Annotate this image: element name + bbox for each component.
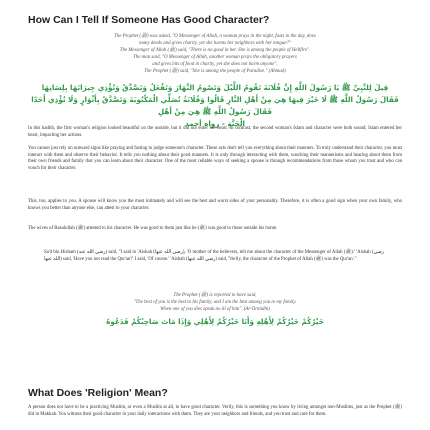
arabic-hadith-family: خَيْرُكُمْ خَيْرُكُمْ لِأَهْلِهِ وَأَنَا خَيْرُكُمْ لِأَهْلِي وَإِذَا مَاتَ صَاحِبُكُمْ فَدَعُوهُ xyxy=(106,317,324,326)
hadith-line: "The best of you is the best to his family, and I am the best among you to my family. xyxy=(133,300,297,305)
hadith-quote-neighbors xyxy=(36,33,394,75)
hadith-line: The Messenger of Allah (ﷺ) said, "There is no good in her. She is among the people of Hellfire". xyxy=(119,48,311,53)
hadith-line: When one of you dies speak no ill of him". (At-Tirmidhi) xyxy=(160,307,270,312)
arabic-hadith-text xyxy=(30,82,400,130)
arabic-line: الْجَنَّةِ - رواه أحمد xyxy=(184,119,246,128)
hadith-line: many deeds and gives charity, yet she harms her neighbors with her tongue?" xyxy=(139,41,291,46)
paragraph-spouse-knowledge: This, too, applies to you. A spouse will know you the most intimately and will see the best and worst sides of your personality. Therefore, it is often a good sign when your own family, who knows you better than anyone else, can attest to your character. xyxy=(28,199,402,211)
section-heading-character: How Can I Tell If Someone Has Good Character? xyxy=(28,14,270,26)
paragraph-aishah-narration: Sa'd bin Hisham (رضي الله عنه) said, "I said to 'Aishah (رضي الله عنها), 'O mother of the believers, tell me about the character of the Messenger of Allah (ﷺ).' 'Aishah (رضي الله عنها) said, 'Have you not read the Qur'an?' I said, 'Of course.' 'Aishah (رضي الله عنها) said, 'Verily, the character of the Prophet of Allah (ﷺ) was the Qur'an'." xyxy=(44,250,384,262)
hadith-line: and gives bits of food in charity, yet she does not harm anyone". xyxy=(152,62,278,67)
hadith-line: The man said, "O Messenger of Allah, another woman prays the obligatory prayers xyxy=(133,55,297,60)
hadith-line: The Prophet (ﷺ) said, "She is among the people of Paradise." (Ahmad) xyxy=(144,69,286,74)
paragraph-wives-attested: The wives of Rasulullah (ﷺ) attested to his character. He was good to them just like he (ﷺ) was good to those outside his home. xyxy=(28,226,278,231)
hadith-line: The Prophet (ﷺ) was asked, "O Messenger of Allah, a woman prays in the night, fasts in the day, does xyxy=(114,34,316,39)
paragraph-hadith-explanation: In this hadith, the first woman's religion looked beautiful on the outside, but it did not enter her heart. In contrast, the second woman's Islam and character were both sound; Islam entered her heart, impacting her actions. xyxy=(28,126,402,138)
arabic-line: قِيلَ لِلنَّبِيِّ ﷺ يَا رَسُولَ اللَّهِ إِنَّ فُلَانَةَ تَقُومُ اللَّيْلَ وَتَصُومُ النَّهَارَ وَتَفْعَلُ وَتَصَّدَّقُ وَتُؤْذِي جِيرَانَهَا بِلِسَانِهَا xyxy=(41,83,389,92)
paragraph-religion-meaning: A person does not have to be a practicing Muslim, or even a Muslim at all, to have good character. Verily, this is something you know by living amongst non-Muslims, just as the Prophet (ﷺ) did in Makkah. You witness their good character in your daily interactions with them. They are your neighbors and friends, and you trust and care for them. xyxy=(28,405,402,417)
section-heading-religion: What Does 'Religion' Mean? xyxy=(28,387,168,399)
hadith-line: The Prophet (ﷺ) is reported to have said, xyxy=(173,293,257,298)
hadith-quote-family xyxy=(36,292,394,313)
arabic-line: فَقَالَ رَسُولُ اللَّهِ ﷺ لَا خَيْرَ فِيهَا هِيَ مِنْ أَهْلِ النَّارِ قَالُوا وَفُلَانَةُ تُصَلِّي الْمَكْتُوبَةَ وَتَصَّدَّقُ بِأَثْوَارٍ وَلَا تُؤْذِي أَحَدًا فَقَالَ رَسُولُ اللَّهِ ﷺ هِيَ مِنْ أَهْلِ xyxy=(31,95,399,116)
paragraph-outward-signs: You cannot just rely on outward signs like praying and fasting to judge someone's character. These acts don't tell you everything about their manners. To truly understand their character, you must interact with them and observe their behavior. It tells you nothing about their good manners. It is only through interacting with them, watching their mannerisms and hearing about them from their own friends and family that you can learn about their character. One of the most reliable ways of seeking a spouse is through recommendations from those whom you trust and who can vouch for their character. xyxy=(28,146,402,171)
